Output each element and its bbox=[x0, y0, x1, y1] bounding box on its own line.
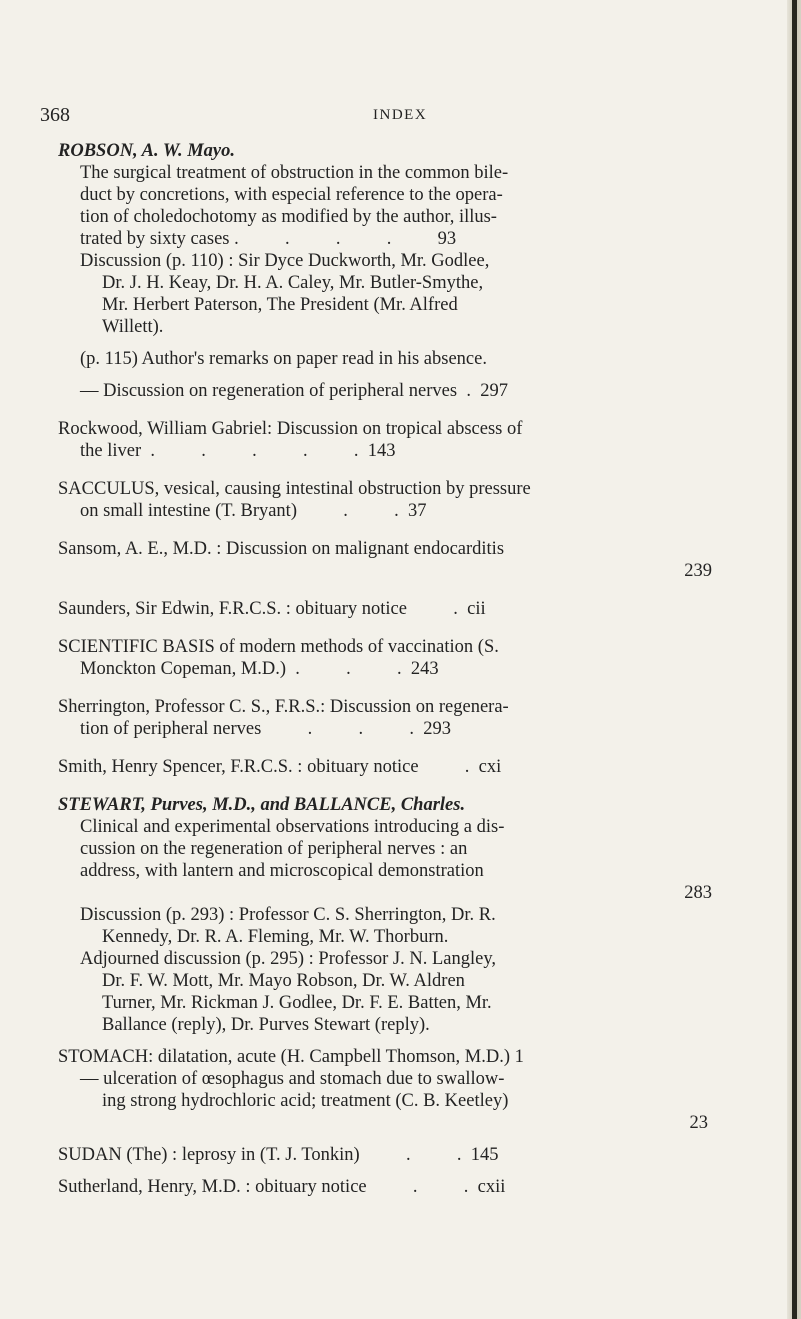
entry-heading: Sherrington, Professor C. S., F.R.S.: Discussion on regenera- bbox=[58, 697, 509, 717]
entry-line: Kennedy, Dr. R. A. Fleming, Mr. W. Thorburn. bbox=[102, 927, 449, 947]
entry-line: (p. 115) Author's remarks on paper read in his absence. bbox=[80, 349, 487, 369]
entry-heading: ROBSON, A. W. Mayo. bbox=[58, 141, 235, 161]
index-entry-smith bbox=[58, 756, 770, 778]
entry-line: — ulceration of œsophagus and stomach due to swallow- bbox=[80, 1069, 505, 1089]
page-number: 368 bbox=[40, 104, 70, 126]
entry-page-ref: 23 bbox=[689, 1113, 708, 1133]
entry-line: Discussion (p. 293) : Professor C. S. Sherrington, Dr. R. bbox=[80, 905, 496, 925]
entry-line: Dr. J. H. Keay, Dr. H. A. Caley, Mr. Butler-Smythe, bbox=[102, 273, 484, 293]
index-entry-saunders bbox=[58, 598, 770, 620]
entry-heading: SUDAN (The) : leprosy in (T. J. Tonkin) . . 145 bbox=[58, 1145, 499, 1165]
entry-page-ref: 283 bbox=[684, 883, 712, 903]
entry-line: Mr. Herbert Paterson, The President (Mr. Alfred bbox=[102, 295, 458, 315]
entry-line: duct by concretions, with especial reference to the opera- bbox=[80, 185, 503, 205]
index-entry-sherrington bbox=[58, 696, 770, 740]
entry-line: Monckton Copeman, M.D.) . . . 243 bbox=[80, 659, 439, 679]
entry-line: The surgical treatment of obstruction in the common bile- bbox=[80, 163, 509, 183]
entry-line: the liver . . . . . 143 bbox=[80, 441, 396, 461]
entry-line: on small intestine (T. Bryant) . . 37 bbox=[80, 501, 427, 521]
entry-heading: Rockwood, William Gabriel: Discussion on tropical abscess of bbox=[58, 419, 523, 439]
running-head: INDEX bbox=[373, 107, 428, 123]
entry-heading: STEWART, Purves, M.D., and BALLANCE, Charles. bbox=[58, 795, 466, 815]
entry-line: ing strong hydrochloric acid; treatment (C. B. Keetley) bbox=[102, 1091, 509, 1111]
entry-line: tion of peripheral nerves . . . 293 bbox=[80, 719, 451, 739]
index-entry-sudan bbox=[58, 1144, 770, 1166]
page-edge-bar bbox=[792, 0, 797, 1319]
index-entry-stewart-ballance bbox=[58, 794, 770, 1036]
entry-line: cussion on the regeneration of peripheral nerves : an bbox=[80, 839, 468, 859]
entry-line: Willett). bbox=[102, 317, 164, 337]
index-entry-sutherland bbox=[58, 1176, 770, 1198]
entry-heading: SCIENTIFIC BASIS of modern methods of vaccination (S. bbox=[58, 637, 499, 657]
entry-line: trated by sixty cases . . . . 93 bbox=[80, 229, 457, 249]
index-content bbox=[0, 140, 780, 1198]
page-header bbox=[0, 104, 780, 128]
index-entry-sacculus bbox=[58, 478, 770, 522]
entry-heading: Sansom, A. E., M.D. : Discussion on malignant endocarditis bbox=[58, 539, 505, 559]
index-entry-scientific-basis bbox=[58, 636, 770, 680]
entry-line: address, with lantern and microscopical demonstration bbox=[80, 861, 484, 881]
entry-heading: Smith, Henry Spencer, F.R.C.S. : obituary notice . cxi bbox=[58, 757, 502, 777]
entry-heading: STOMACH: dilatation, acute (H. Campbell Thomson, M.D.) 1 bbox=[58, 1047, 524, 1067]
entry-line: Ballance (reply), Dr. Purves Stewart (reply). bbox=[102, 1015, 430, 1035]
entry-heading: SACCULUS, vesical, causing intestinal obstruction by pressure bbox=[58, 479, 531, 499]
entry-line: tion of choledochotomy as modified by the author, illus- bbox=[80, 207, 497, 227]
entry-line: Dr. F. W. Mott, Mr. Mayo Robson, Dr. W. Aldren bbox=[102, 971, 465, 991]
entry-line: Discussion (p. 110) : Sir Dyce Duckworth, Mr. Godlee, bbox=[80, 251, 490, 271]
entry-line: Turner, Mr. Rickman J. Godlee, Dr. F. E. Batten, Mr. bbox=[102, 993, 492, 1013]
entry-line: Adjourned discussion (p. 295) : Professor J. N. Langley, bbox=[80, 949, 497, 969]
index-entry-sansom bbox=[58, 538, 770, 582]
index-entry-rockwood bbox=[58, 418, 770, 462]
entry-line: — Discussion on regeneration of peripheral nerves . 297 bbox=[80, 381, 508, 401]
entry-page-ref: 239 bbox=[684, 561, 712, 581]
entry-heading: Saunders, Sir Edwin, F.R.C.S. : obituary notice . cii bbox=[58, 599, 486, 619]
entry-heading: Sutherland, Henry, M.D. : obituary notice . . cxii bbox=[58, 1177, 506, 1197]
index-entry-stomach bbox=[58, 1046, 770, 1134]
index-entry-robson bbox=[58, 140, 770, 402]
entry-line: Clinical and experimental observations introducing a dis- bbox=[80, 817, 505, 837]
